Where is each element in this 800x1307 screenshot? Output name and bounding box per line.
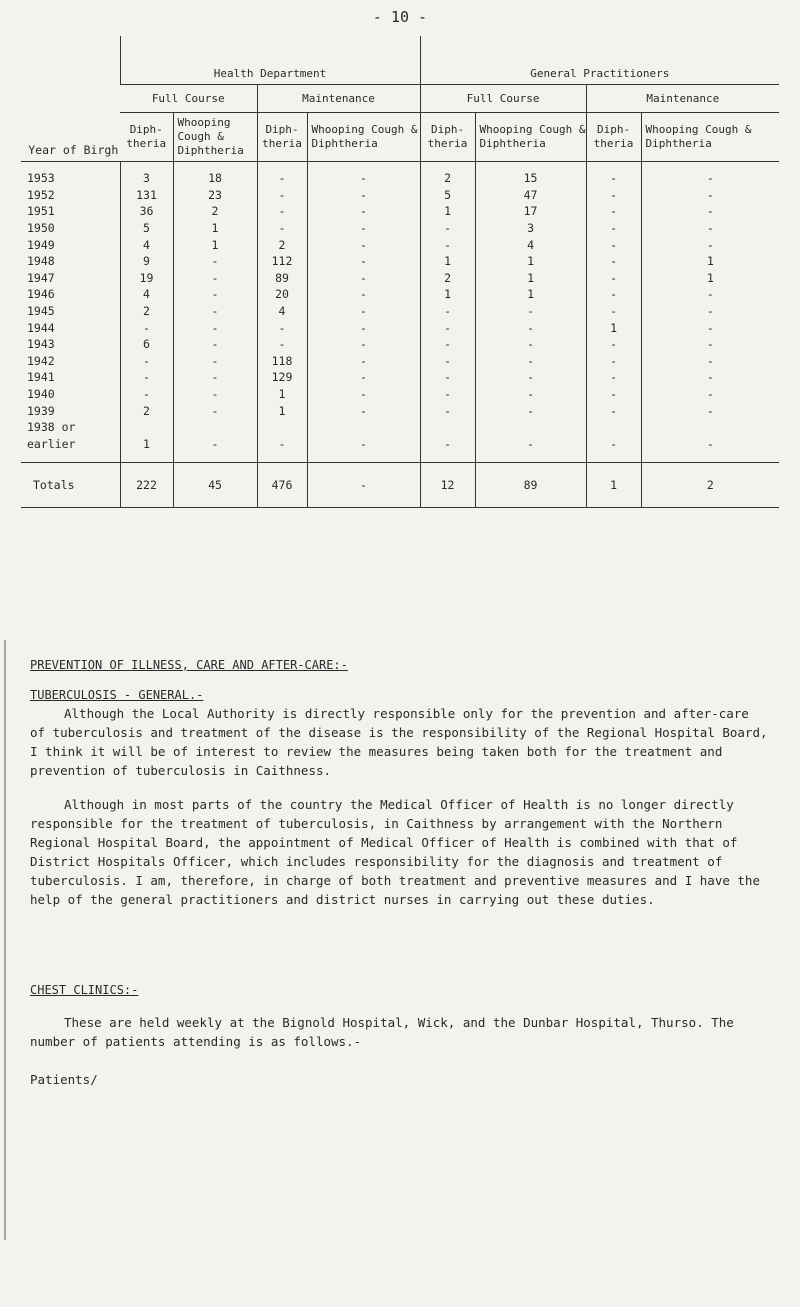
table-cell [586, 419, 641, 436]
table-cell: - [586, 236, 641, 253]
year-cell: 1944 [27, 320, 55, 335]
table-cell: - [420, 402, 475, 419]
table-cell: - [475, 336, 586, 353]
table-cell: - [307, 187, 420, 204]
col-header-whooping: Whooping Cough & Diphtheria [307, 113, 420, 162]
table-cell: - [420, 220, 475, 237]
table-cell: - [307, 286, 420, 303]
table-cell: - [307, 353, 420, 370]
table-cell: - [257, 203, 307, 220]
table-cell: - [420, 369, 475, 386]
year-cell: 1940 [27, 387, 55, 402]
table-cell: - [307, 402, 420, 419]
table-cell: 9 [120, 253, 173, 270]
year-cell: 1946 [27, 287, 55, 302]
section-heading-chest-clinics: CHEST CLINICS:- [30, 983, 139, 997]
table-cell: 18 [173, 162, 257, 187]
table-cell: - [120, 386, 173, 403]
table-cell: - [173, 386, 257, 403]
table-cell: 1 [420, 253, 475, 270]
table-cell: - [173, 336, 257, 353]
totals-label: Totals [21, 463, 120, 508]
table-row [21, 336, 779, 353]
table-cell: 89 [257, 270, 307, 287]
total-cell: 222 [120, 463, 173, 508]
table-cell: 1 [173, 236, 257, 253]
table-cell: 1 [475, 286, 586, 303]
table-cell: 1 [641, 270, 779, 287]
table-cell: 1 [173, 220, 257, 237]
table-cell: - [307, 253, 420, 270]
table-row [21, 436, 779, 463]
section-heading-prevention: PREVENTION OF ILLNESS, CARE AND AFTER-CARE:- [30, 658, 348, 672]
table-cell: - [257, 187, 307, 204]
table-cell: 129 [257, 369, 307, 386]
table-cell: - [586, 436, 641, 463]
page-number: - 10 - [372, 8, 428, 26]
immunisation-table [21, 36, 779, 508]
catchword: Patients/ [30, 1072, 98, 1087]
table-cell: 131 [120, 187, 173, 204]
table-cell: - [475, 369, 586, 386]
table-cell: - [641, 303, 779, 320]
table-row [21, 303, 779, 320]
table-row [21, 253, 779, 270]
total-cell: 2 [641, 463, 779, 508]
table-row [21, 162, 779, 187]
table-cell: 112 [257, 253, 307, 270]
table-cell: - [641, 369, 779, 386]
table-cell: - [420, 303, 475, 320]
table-cell: - [173, 270, 257, 287]
table-row [21, 187, 779, 204]
table-cell: - [586, 386, 641, 403]
col-header-whooping: Whooping Cough & Diphtheria [173, 113, 257, 162]
table-row [21, 386, 779, 403]
paragraph-tuberculosis-responsibility: Although the Local Authority is directly responsible only for the prevention and after-care of tuberculosis and treatment of the disease is the responsibility of the Regional Hospital Board, I think it will be of interest to review the measures being taken both for the treatment and prevention of tuberculosis in Caithness. [30, 706, 768, 778]
year-cell: 1948 [27, 254, 55, 269]
table-cell: - [586, 353, 641, 370]
table-cell: - [307, 303, 420, 320]
col-header-whooping: Whooping Cough & Diphtheria [475, 113, 586, 162]
table-cell: - [641, 286, 779, 303]
binding-margin [4, 640, 6, 1240]
table-cell: - [307, 319, 420, 336]
year-cell: 1953 [27, 171, 55, 186]
table-cell: - [641, 162, 779, 187]
year-cell: 1945 [27, 304, 55, 319]
table-cell: - [420, 319, 475, 336]
table-cell: - [173, 253, 257, 270]
table-cell: - [307, 203, 420, 220]
table-cell [420, 419, 475, 436]
year-cell: 1942 [27, 353, 55, 368]
table-cell: - [307, 236, 420, 253]
table-cell: 1 [641, 253, 779, 270]
table-cell [641, 419, 779, 436]
table-cell: - [586, 203, 641, 220]
table-cell: 5 [420, 187, 475, 204]
table-cell: - [475, 402, 586, 419]
table-cell: - [586, 369, 641, 386]
table-cell: - [586, 162, 641, 187]
table-cell: 1 [257, 386, 307, 403]
table-cell: - [475, 319, 586, 336]
totals-row [21, 463, 779, 508]
total-cell: 476 [257, 463, 307, 508]
table-cell: - [257, 319, 307, 336]
table-cell: 2 [173, 203, 257, 220]
table-cell: - [641, 187, 779, 204]
table-cell: - [586, 303, 641, 320]
table-cell: - [475, 303, 586, 320]
table-cell: - [586, 402, 641, 419]
table-row [21, 402, 779, 419]
table-cell: - [257, 162, 307, 187]
table-cell: - [307, 386, 420, 403]
table-row [21, 369, 779, 386]
table-cell: 4 [257, 303, 307, 320]
table-cell: - [173, 402, 257, 419]
table-cell: - [420, 386, 475, 403]
table-cell: - [586, 286, 641, 303]
table-cell: 2 [257, 236, 307, 253]
table-cell: - [307, 162, 420, 187]
year-of-birth-header: Year of Birgh [21, 36, 120, 162]
table-row [21, 419, 779, 436]
table-cell: - [173, 369, 257, 386]
table-cell: 47 [475, 187, 586, 204]
table-cell: - [173, 303, 257, 320]
table-cell: 3 [120, 162, 173, 187]
table-cell: 1 [420, 203, 475, 220]
total-cell: 89 [475, 463, 586, 508]
table-cell [120, 419, 173, 436]
table-row [21, 203, 779, 220]
table-cell: - [420, 236, 475, 253]
year-cell: 1949 [27, 237, 55, 252]
table-cell: 36 [120, 203, 173, 220]
table-cell: - [307, 270, 420, 287]
table-cell: - [173, 353, 257, 370]
table-cell: - [586, 220, 641, 237]
year-cell: 1947 [27, 270, 55, 285]
table-cell: 1 [586, 319, 641, 336]
table-cell: 5 [120, 220, 173, 237]
table-cell: - [120, 369, 173, 386]
table-cell: 4 [120, 286, 173, 303]
health-department-header: Health Department [120, 36, 420, 85]
total-cell: 45 [173, 463, 257, 508]
table-cell: 15 [475, 162, 586, 187]
table-cell: - [475, 386, 586, 403]
table-cell: - [475, 436, 586, 463]
table-cell: 23 [173, 187, 257, 204]
table-row [21, 236, 779, 253]
table-cell: 1 [257, 402, 307, 419]
table-cell: - [257, 220, 307, 237]
year-cell: 1938 or [27, 420, 76, 435]
table-cell: 1 [420, 286, 475, 303]
table-cell: 2 [420, 270, 475, 287]
table-cell: - [307, 220, 420, 237]
section-subheading-tuberculosis: TUBERCULOSIS - GENERAL.- [30, 688, 204, 702]
col-header-diphtheria: Diph- theria [257, 113, 307, 162]
gp-full-course-header: Full Course [420, 85, 586, 113]
col-header-diphtheria: Diph- theria [586, 113, 641, 162]
table-cell [475, 419, 586, 436]
table-cell: 2 [120, 402, 173, 419]
hd-maintenance-header: Maintenance [257, 85, 420, 113]
table-cell: - [120, 319, 173, 336]
year-cell: earlier [27, 436, 76, 451]
paragraph-chest-clinics: These are held weekly at the Bignold Hospital, Wick, and the Dunbar Hospital, Thurso. The number of patients attending is as follows.- [30, 1015, 734, 1049]
table-cell: - [257, 436, 307, 463]
table-cell: - [420, 336, 475, 353]
table-cell: 4 [475, 236, 586, 253]
gp-maintenance-header: Maintenance [586, 85, 779, 113]
table-cell [257, 419, 307, 436]
table-row [21, 270, 779, 287]
table-cell: - [641, 402, 779, 419]
year-cell: 1943 [27, 337, 55, 352]
table-cell: 4 [120, 236, 173, 253]
table-body [21, 162, 779, 463]
table-cell: - [641, 203, 779, 220]
year-cell: 1950 [27, 221, 55, 236]
table-cell: 19 [120, 270, 173, 287]
table-cell: - [120, 353, 173, 370]
table-row [21, 353, 779, 370]
year-cell: 1941 [27, 370, 55, 385]
table-cell: 20 [257, 286, 307, 303]
table-cell: 6 [120, 336, 173, 353]
table-row [21, 220, 779, 237]
year-cell: 1952 [27, 187, 55, 202]
table-cell: - [173, 286, 257, 303]
table-cell: - [641, 336, 779, 353]
general-practitioners-header: General Practitioners [420, 36, 779, 85]
year-cell: 1951 [27, 204, 55, 219]
table-cell [307, 419, 420, 436]
year-cell: 1939 [27, 403, 55, 418]
table-cell: 2 [120, 303, 173, 320]
table-cell: 2 [420, 162, 475, 187]
table-cell: 118 [257, 353, 307, 370]
table-row [21, 286, 779, 303]
table-cell: - [586, 270, 641, 287]
table-cell: - [641, 319, 779, 336]
table-cell: - [173, 436, 257, 463]
table-row [21, 319, 779, 336]
table-cell: 17 [475, 203, 586, 220]
total-cell: 1 [586, 463, 641, 508]
table-cell: 1 [120, 436, 173, 463]
table-cell: - [420, 436, 475, 463]
table-cell: - [641, 353, 779, 370]
col-header-diphtheria: Diph- theria [120, 113, 173, 162]
table-cell: 1 [475, 270, 586, 287]
table-cell: - [475, 353, 586, 370]
table-cell: - [586, 187, 641, 204]
table-cell: - [641, 220, 779, 237]
table-cell: - [307, 336, 420, 353]
table-cell: 3 [475, 220, 586, 237]
table-cell: - [641, 436, 779, 463]
total-cell: 12 [420, 463, 475, 508]
table-cell: - [586, 253, 641, 270]
col-header-diphtheria: Diph- theria [420, 113, 475, 162]
table-cell: - [307, 369, 420, 386]
col-header-whooping: Whooping Cough & Diphtheria [641, 113, 779, 162]
table-cell: - [307, 436, 420, 463]
paragraph-medical-officer: Although in most parts of the country the Medical Officer of Health is no longer directly responsible for the treatment of tuberculosis, in Caithness by arrangement with the Northern Regional Hospital Board, the appointment of Medical Officer of Health is combined with that of District Hospitals Officer, which includes responsibility for the diagnosis and treatment of tuberculosis. I am, therefore, in charge of both treatment and preventive measures and I have the help of the general practitioners and district nurses in carrying out these duties. [30, 797, 760, 907]
table-cell: 1 [475, 253, 586, 270]
total-cell: - [307, 463, 420, 508]
table-cell [173, 419, 257, 436]
table-cell: - [173, 319, 257, 336]
table-cell: - [257, 336, 307, 353]
table-cell: - [420, 353, 475, 370]
table-cell: - [641, 236, 779, 253]
hd-full-course-header: Full Course [120, 85, 257, 113]
table-cell: - [586, 336, 641, 353]
table-cell: - [641, 386, 779, 403]
